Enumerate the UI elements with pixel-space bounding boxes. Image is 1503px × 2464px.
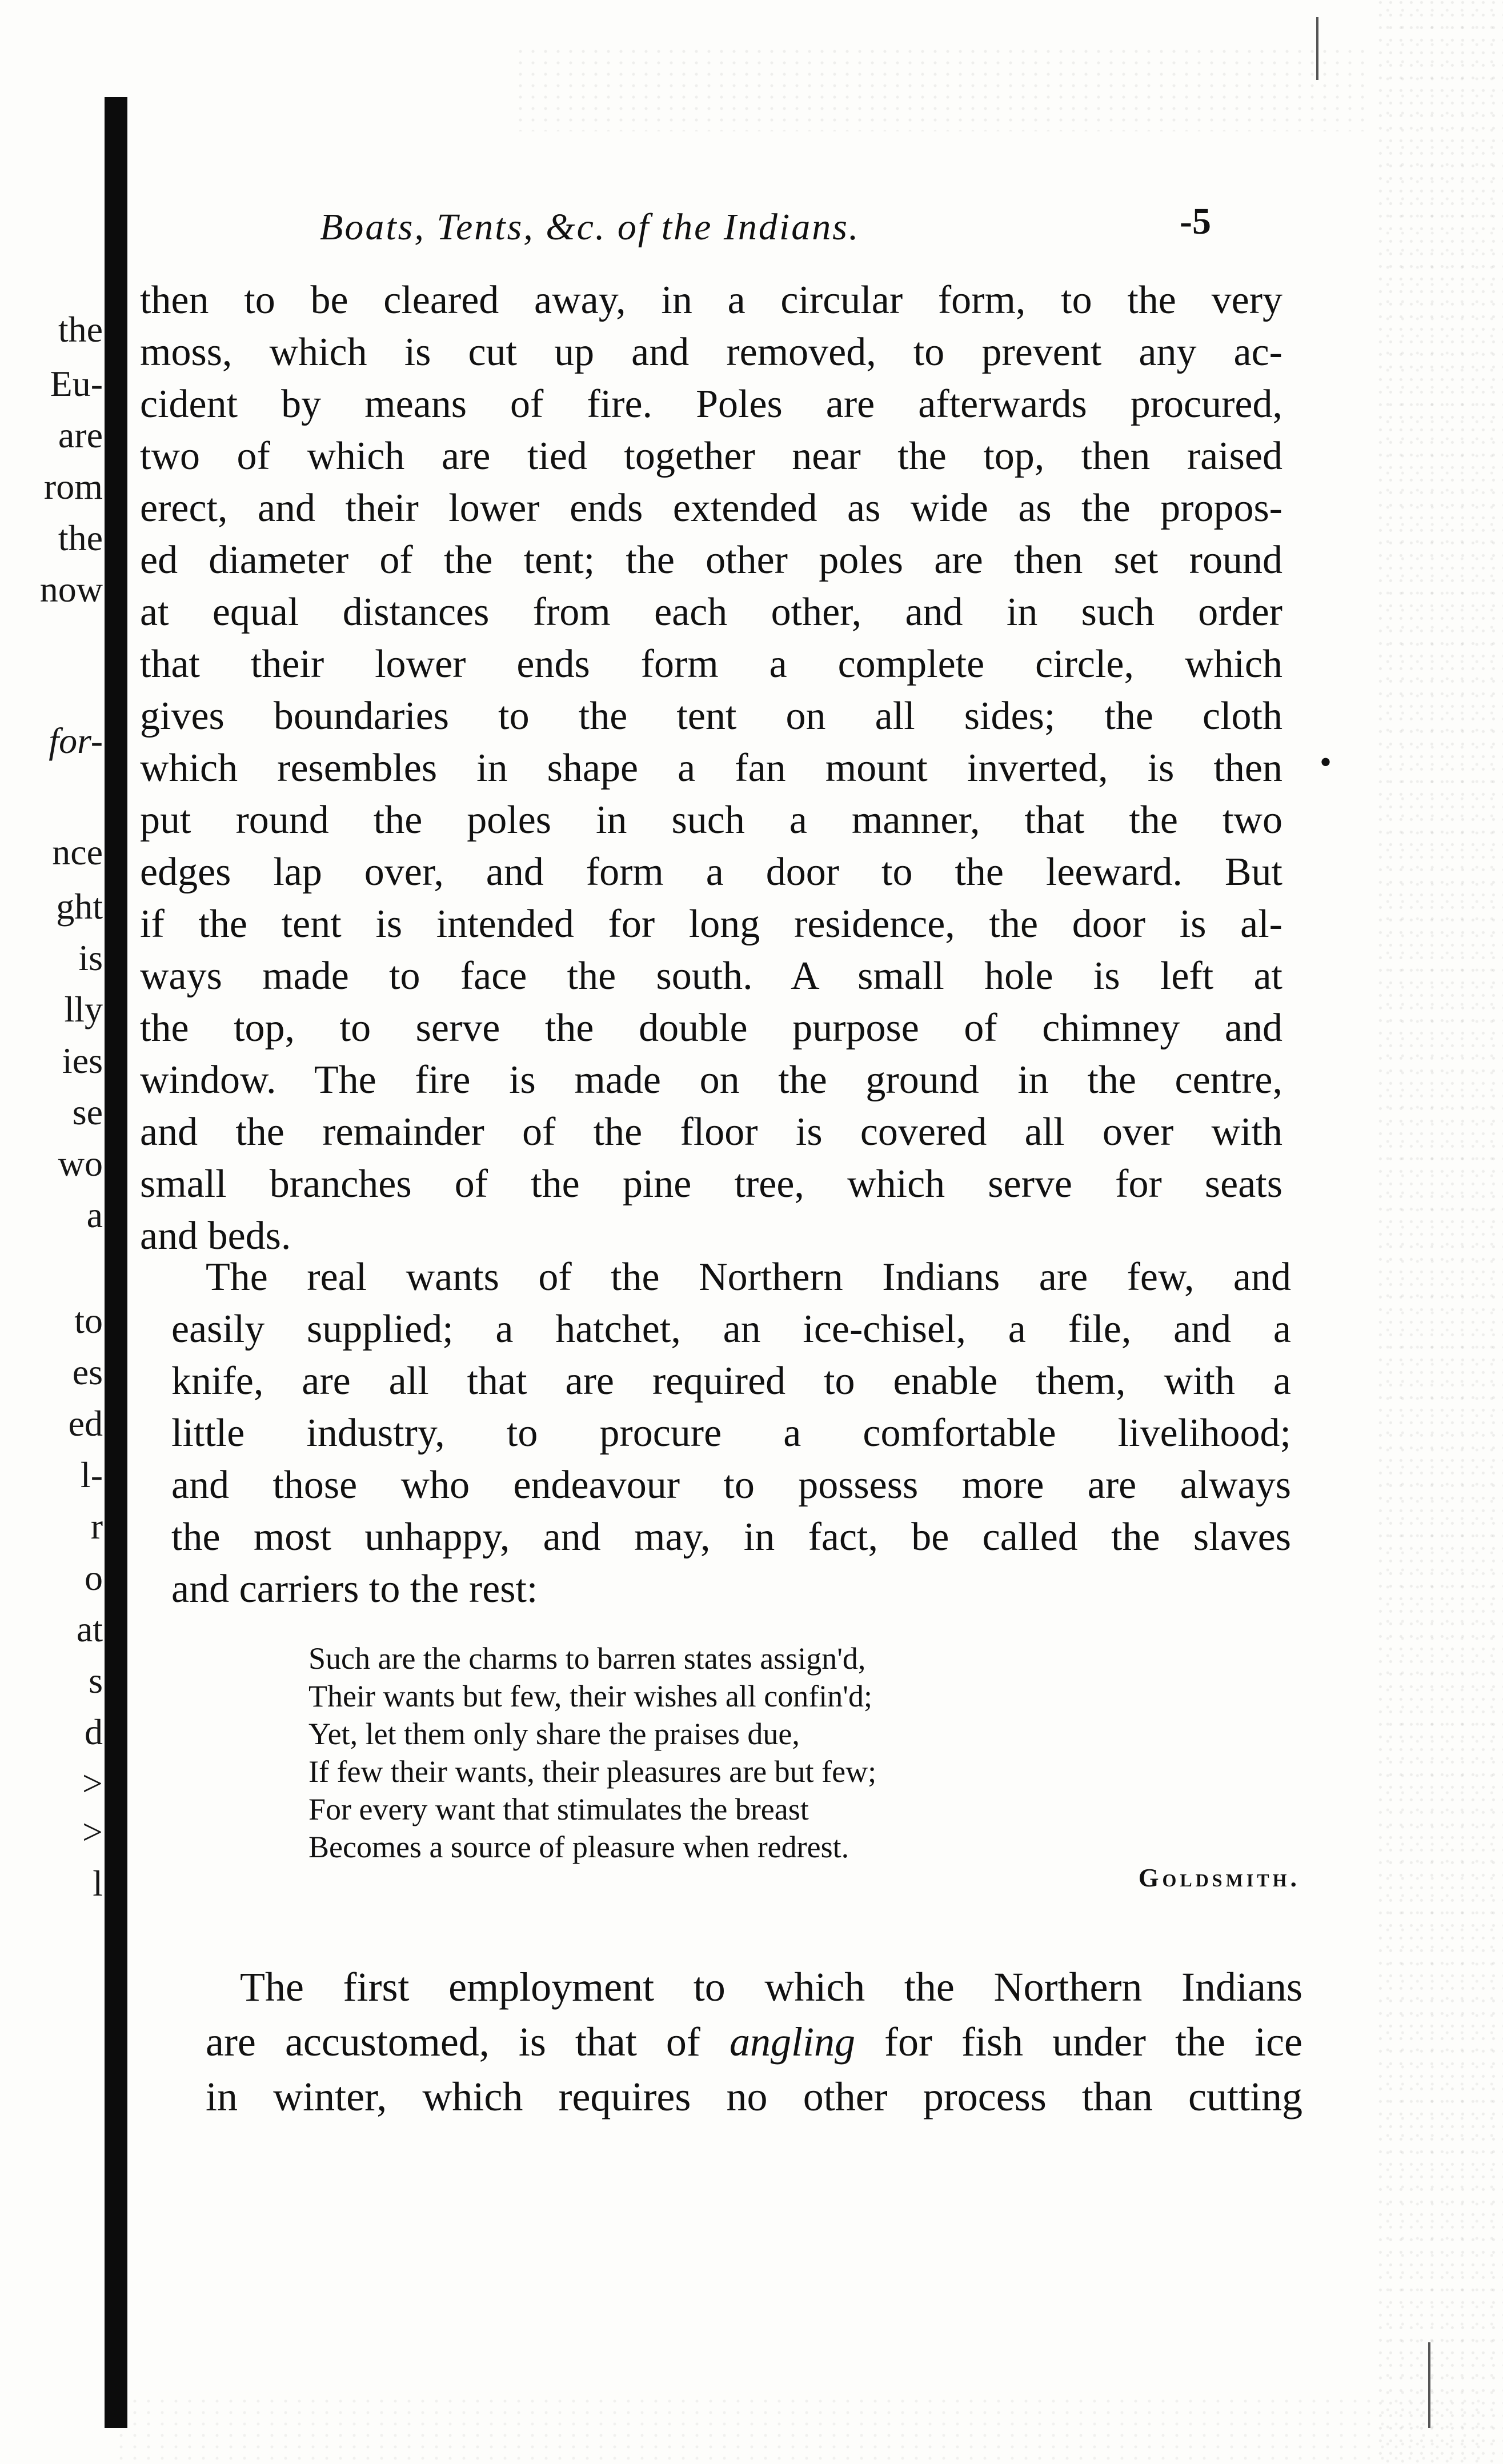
text-line: ways made to face the south. A small hole is left at (140, 954, 1282, 998)
scan-noise-top (514, 46, 1371, 131)
text-line: put round the poles in such a manner, that the two (140, 798, 1282, 842)
fragment: ed (68, 1403, 103, 1444)
fragment: o (85, 1557, 103, 1598)
poem-line: Their wants but few, their wishes all confin'd; (308, 1679, 872, 1713)
poem-line: Such are the charms to barren states assign'd, (308, 1641, 866, 1676)
fragment: lly (64, 989, 103, 1029)
fragment: ght (56, 886, 103, 927)
text-line: small branches of the pine tree, which serve for seats (140, 1162, 1282, 1206)
fragment: nce (52, 832, 103, 872)
page-edge-mark-lower (1428, 2342, 1430, 2428)
fragment: the (58, 518, 103, 558)
text-line: moss, which is cut up and removed, to prevent any ac- (140, 330, 1282, 374)
paragraph-3 (206, 1960, 1302, 2124)
text-segment: for fish under the ice (855, 2019, 1302, 2065)
poem-line: If few their wants, their pleasures are but few; (308, 1754, 877, 1789)
fragment: es (72, 1352, 103, 1392)
fragment: d (85, 1712, 103, 1752)
fragment: to (74, 1300, 103, 1341)
text-line: which resembles in shape a fan mount inverted, is then (140, 746, 1282, 790)
poem-line: For every want that stimulates the breast (308, 1792, 809, 1826)
previous-page-fragments (0, 0, 103, 2464)
paragraph-1 (140, 274, 1282, 1262)
fragment: wo (58, 1143, 103, 1184)
text-line: and carriers to the rest: (171, 1567, 538, 1611)
text-line: erect, and their lower ends extended as wide as the propos- (140, 486, 1282, 530)
italic-word: angling (729, 2019, 855, 2065)
text-line: in winter, which requires no other process than cutting (206, 2074, 1302, 2120)
page-number: -5 (1180, 201, 1211, 242)
text-line: and the remainder of the floor is covered all over with (140, 1110, 1282, 1154)
fragment: ies (62, 1040, 103, 1081)
text-line: The first employment to which the Northern Indians (240, 1964, 1302, 2010)
poem-line: Yet, let them only share the praises due, (308, 1717, 800, 1751)
text-line: cident by means of fire. Poles are afterwards procured, (140, 382, 1282, 426)
poem-line: Becomes a source of pleasure when redrest. (308, 1830, 849, 1864)
text-line: little industry, to procure a comfortable livelihood; (171, 1411, 1291, 1455)
text-line: at equal distances from each other, and in such order (140, 590, 1282, 634)
text-line: and those who endeavour to possess more are always (171, 1463, 1291, 1507)
text-line: window. The fire is made on the ground in the centre, (140, 1058, 1282, 1102)
running-title: Boats, Tents, &c. of the Indians. (320, 206, 860, 248)
text-line: The real wants of the Northern Indians are few, and (206, 1255, 1291, 1299)
fragment: are (58, 415, 103, 455)
fragment: now (39, 569, 103, 610)
text-segment: are accustomed, is that of (206, 2019, 730, 2065)
text-line: easily supplied; a hatchet, an ice-chisel, a file, and a (171, 1307, 1291, 1351)
fragment: a (86, 1195, 103, 1235)
fragment: at (76, 1609, 103, 1649)
scan-noise-bottom (114, 2395, 1485, 2464)
paragraph-2 (171, 1251, 1291, 1615)
text-line: then to be cleared away, in a circular form, to the very (140, 278, 1282, 322)
text-line: ed diameter of the tent; the other poles are then set round (140, 538, 1282, 582)
text-line: knife, are all that are required to enable them, with a (171, 1359, 1291, 1403)
text-line: the most unhappy, and may, in fact, be called the slaves (171, 1515, 1291, 1559)
text-line: that their lower ends form a complete circle, which (140, 642, 1282, 686)
fragment: r (90, 1506, 103, 1546)
poem-attribution: Goldsmith. (1138, 1863, 1300, 1892)
page-edge-mark (1316, 17, 1318, 80)
fragment: rom (43, 466, 103, 507)
text-line: the top, to serve the double purpose of chimney and (140, 1006, 1282, 1050)
scan-noise-right (1377, 0, 1503, 2464)
text-line: gives boundaries to the tent on all sides; the cloth (140, 694, 1282, 738)
text-line: two of which are tied together near the top, then raised (140, 434, 1282, 478)
fragment: l (93, 1863, 103, 1904)
binding-gutter (105, 97, 127, 2428)
fragment: l- (80, 1455, 103, 1495)
fragment: is (78, 937, 103, 978)
fragment: se (72, 1092, 103, 1132)
text-line: edges lap over, and form a door to the leeward. But (140, 850, 1282, 894)
stray-mark: • (1320, 743, 1332, 781)
text-line: if the tent is intended for long residence, the door is al- (140, 902, 1282, 946)
fragment: for- (49, 720, 103, 761)
fragment: Eu- (50, 363, 103, 404)
text-line: and beds. (140, 1214, 291, 1258)
fragment: > (82, 1812, 103, 1852)
fragment: > (82, 1763, 103, 1804)
running-head (320, 201, 1211, 257)
text-line-with-italic (206, 2014, 1302, 2069)
fragment: s (89, 1660, 103, 1701)
poem-quotation (308, 1640, 1194, 1866)
fragment: the (58, 309, 103, 350)
